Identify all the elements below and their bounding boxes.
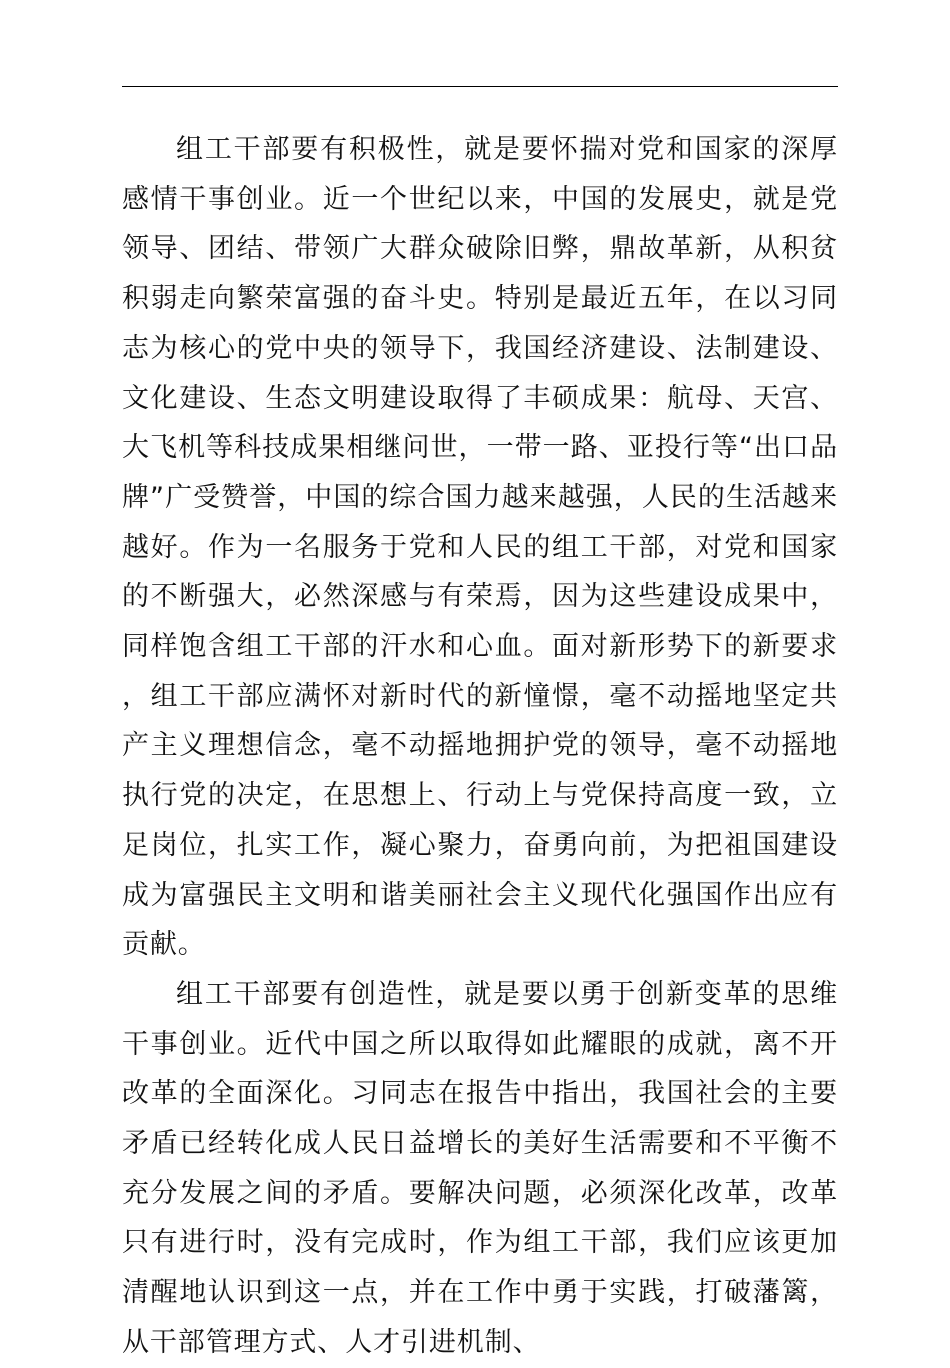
paragraph-enthusiasm: 组工干部要有积极性，就是要怀揣对党和国家的深厚感情干事创业。近一个世纪以来，中国的发展史，就是党领导、团结、带领广大群众破除旧弊，鼎故革新，从积贫积弱走向繁荣富强的奋斗史。特别是最近五年，在以习同志为核心的党中央的领导下，我国经济建设、法制建设、文化建设、生态文明建设取得了丰硕成果：航母、天宫、大飞机等科技成果相继问世，一带一路、亚投行等“出口品牌”广受赞誉，中国的综合国力越来越强，人民的生活越来越好。作为一名服务于党和人民的组工干部，对党和国家的不断强大，必然深感与有荣焉，因为这些建设成果中，同样饱含组工干部的汗水和心血。面对新形势下的新要求，组工干部应满怀对新时代的新憧憬，毫不动摇地坚定共产主义理想信念，毫不动摇地拥护党的领导，毫不动摇地执行党的决定，在思想上、行动上与党保持高度一致，立足岗位，扎实工作，凝心聚力，奋勇向前，为把祖国建设成为富强民主文明和谐美丽社会主义现代化强国作出应有贡献。 [122,134,838,961]
paragraph-creativity: 组工干部要有创造性，就是要以勇于创新变革的思维干事创业。近代中国之所以取得如此耀眼的成就，离不开改革的全面深化。习同志在报告中指出，我国社会的主要矛盾已经转化成人民日益增长的美好生活需要和不平衡不充分发展之间的矛盾。要解决问题，必须深化改革，改革只有进行时，没有完成时，作为组工干部，我们应该更加清醒地认识到这一点，并在工作中勇于实践，打破藩篱，从干部管理方式、人才引进机制、 [122,978,838,1358]
document-body [122,125,838,1368]
header-rule [122,86,838,87]
